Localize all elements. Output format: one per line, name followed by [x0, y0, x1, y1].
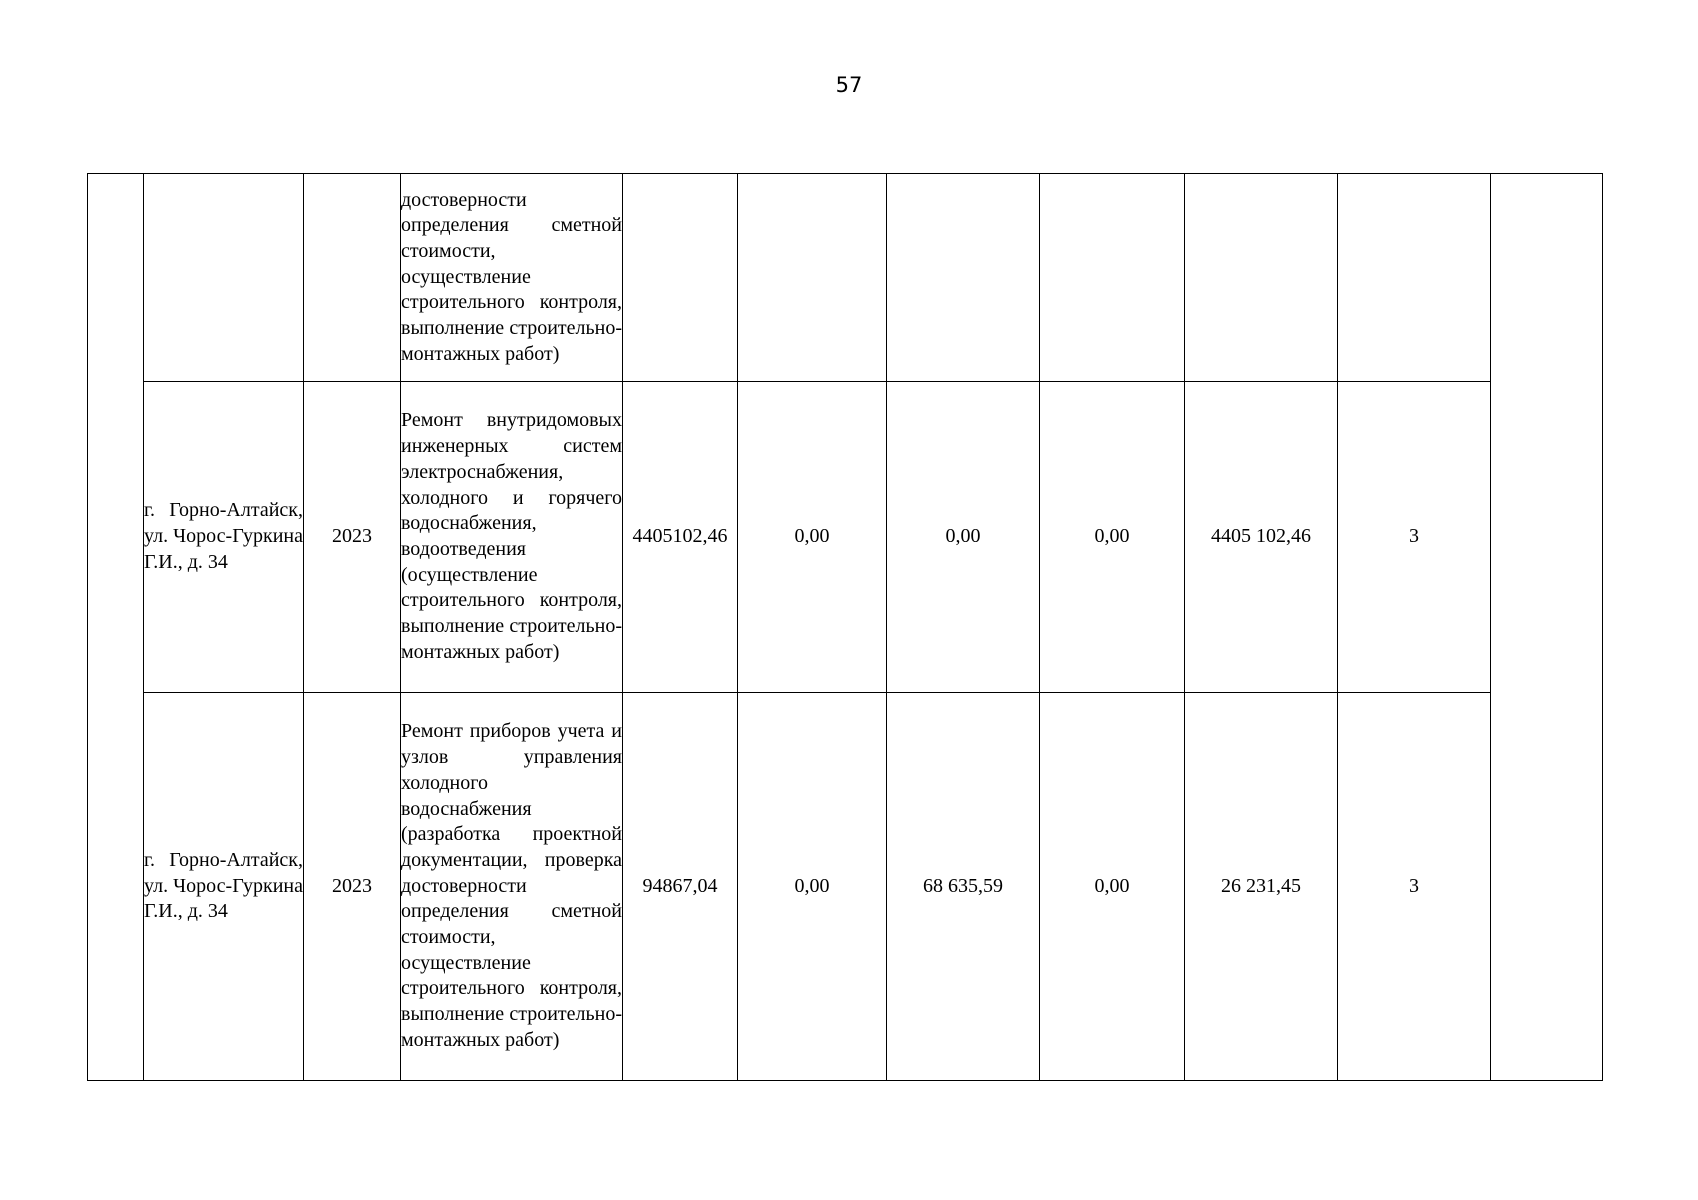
total-cost-cell	[623, 174, 738, 382]
table-row	[88, 174, 1603, 382]
work-description-cell: Ремонт приборов учета и узлов управления холодного водоснабжения (разработка проектной документации, проверка достоверности определения сметной стоимости, осуществление строительного контроля, выполнение строительно-монтажных работ)	[401, 693, 623, 1081]
year-cell	[304, 174, 401, 382]
last-column-cell	[1491, 174, 1603, 1081]
amount-cell-1: 0,00	[738, 693, 887, 1081]
row-number-cell	[88, 174, 144, 1081]
page-number: 57	[835, 73, 863, 97]
works-table	[87, 173, 1603, 1081]
year-cell: 2023	[304, 693, 401, 1081]
amount-cell-3	[1040, 174, 1185, 382]
total-cost-cell: 4405102,46	[623, 382, 738, 693]
amount-cell-3: 0,00	[1040, 693, 1185, 1081]
amount-cell-2	[887, 174, 1040, 382]
total-cost-cell: 94867,04	[623, 693, 738, 1081]
amount-cell-3: 0,00	[1040, 382, 1185, 693]
work-description-cell: достоверности определения сметной стоимости, осуществление строительного контроля, выполнение строительно-монтажных работ)	[401, 174, 623, 382]
amount-cell-4	[1185, 174, 1338, 382]
table-row	[88, 693, 1603, 1081]
amount-cell-1	[738, 174, 887, 382]
work-description-cell: Ремонт внутридомовых инженерных систем электроснабжения, холодного и горячего водоснабжения, водоотведения (осуществление строительного контроля, выполнение строительно-монтажных работ)	[401, 382, 623, 693]
table-row	[88, 382, 1603, 693]
amount-cell-2: 0,00	[887, 382, 1040, 693]
code-cell: 3	[1338, 693, 1491, 1081]
amount-cell-4: 4405 102,46	[1185, 382, 1338, 693]
amount-cell-4: 26 231,45	[1185, 693, 1338, 1081]
amount-cell-1: 0,00	[738, 382, 887, 693]
year-cell: 2023	[304, 382, 401, 693]
address-cell	[144, 174, 304, 382]
address-cell: г. Горно-Алтайск, ул. Чорос-Гуркина Г.И., д. 34	[144, 693, 304, 1081]
address-cell: г. Горно-Алтайск, ул. Чорос-Гуркина Г.И., д. 34	[144, 382, 304, 693]
amount-cell-2: 68 635,59	[887, 693, 1040, 1081]
code-cell: 3	[1338, 382, 1491, 693]
code-cell	[1338, 174, 1491, 382]
